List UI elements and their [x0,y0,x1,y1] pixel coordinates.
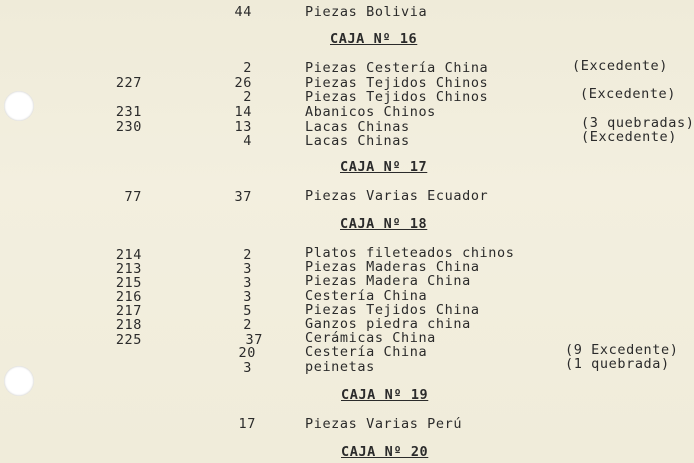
caja17-row1-desc: Piezas Varias Ecuador [305,188,489,204]
caja18-row2-ref: 213 [115,261,142,277]
caja18-row5-desc: Piezas Tejidos China [305,302,480,318]
caja18-row6-desc: Ganzos piedra china [305,316,471,332]
punch-hole-bottom [4,366,34,396]
caja18-row8-qty: 20 [238,345,256,361]
top-line-qty: 44 [234,4,252,20]
caja18-row7-ref: 225 [115,332,142,348]
caja18-row1-desc: Platos fileteados chinos [305,245,515,261]
caja16-row1-qty: 2 [243,60,252,76]
caja18-row5-ref: 217 [115,303,142,319]
caja16-row6-desc: Lacas Chinas [305,133,410,149]
caja16-row5-ref: 230 [115,119,142,135]
caja-16-title: CAJA Nº 16 [330,31,418,47]
caja16-row3-desc: Piezas Tejidos Chinos [305,89,489,105]
caja18-row6-ref: 218 [115,317,142,333]
caja16-row4-desc: Abanicos Chinos [305,104,436,120]
caja19-row1-desc: Piezas Varias Perú [305,416,463,432]
caja19-row1-qty: 17 [238,416,256,432]
caja18-row8-desc: Cestería China [305,344,428,360]
caja16-row6-qty: 4 [243,133,252,149]
caja18-row9-qty: 3 [243,360,252,376]
caja16-row5-note: (3 quebradas) [581,115,694,131]
top-line-desc: Piezas Bolivia [305,4,428,20]
caja-17-title: CAJA Nº 17 [340,159,428,175]
caja16-row2-ref: 227 [115,75,142,91]
caja18-row2-desc: Piezas Maderas China [305,259,480,275]
caja18-row4-qty: 3 [243,289,252,305]
caja16-row3-qty: 2 [243,89,252,105]
caja18-row8-note: (9 Excedente) [565,342,679,358]
caja18-row7-qty: 37 [245,332,263,348]
caja-18-title: CAJA Nº 18 [340,216,428,232]
caja18-row3-ref: 215 [115,275,142,291]
caja18-row1-qty: 2 [243,247,252,263]
caja18-row4-desc: Cestería China [305,288,428,304]
caja18-row4-ref: 216 [115,289,142,305]
punch-hole-top [4,91,34,121]
caja16-row2-desc: Piezas Tejidos Chinos [305,75,489,91]
caja18-row3-qty: 3 [243,275,252,291]
caja16-row6-note: (Excedente) [581,129,678,145]
caja18-row2-qty: 3 [243,261,252,277]
caja18-row9-note: (1 quebrada) [565,356,670,372]
caja17-row1-qty: 37 [234,189,252,205]
caja18-row5-qty: 5 [243,303,252,319]
caja17-row1-ref: 77 [124,189,142,205]
caja-19-title: CAJA Nº 19 [341,387,429,403]
caja16-row1-note: (Excedente) [572,58,669,74]
caja18-row6-qty: 2 [243,317,252,333]
caja18-row3-desc: Piezas Madera China [305,273,471,289]
caja-20-title: CAJA Nº 20 [341,444,429,460]
caja18-row9-desc: peinetas [305,359,375,375]
caja16-row1-desc: Piezas Cestería China [305,60,489,76]
caja16-row2-qty: 26 [234,75,252,91]
caja18-row1-ref: 214 [115,247,142,263]
caja16-row4-ref: 231 [115,104,142,120]
caja16-row5-desc: Lacas Chinas [305,119,410,135]
caja16-row4-qty: 14 [234,104,252,120]
caja16-row5-qty: 13 [234,119,252,135]
caja16-row3-note: (Excedente) [580,86,677,102]
caja18-row7-desc: Cerámicas China [305,330,436,346]
